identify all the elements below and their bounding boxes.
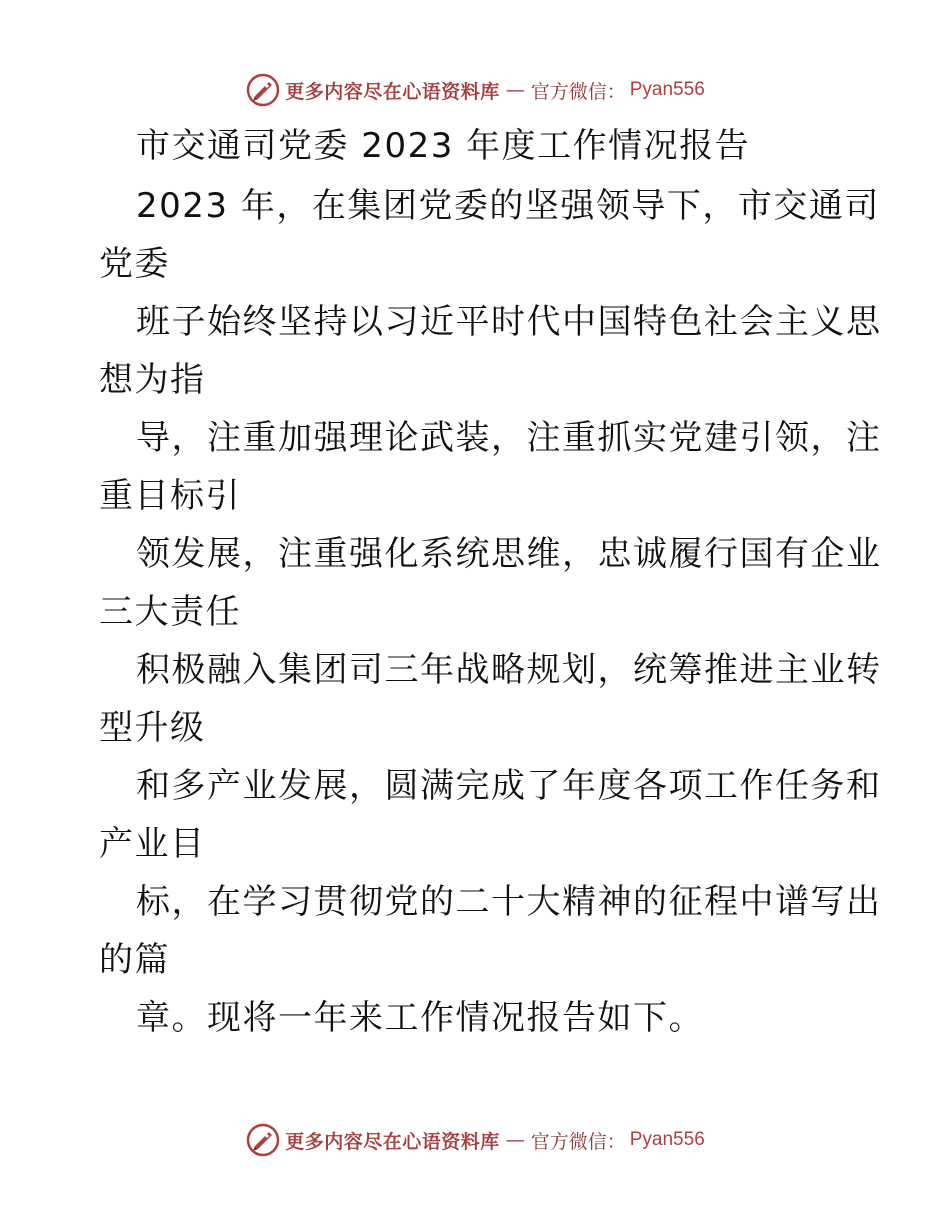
watermark-dash: — <box>505 1129 525 1151</box>
body-line: 班子始终坚持以习近平时代中国特色社会主义思 <box>136 302 882 342</box>
watermark-sub-text: 官方微信： <box>530 80 626 103</box>
watermark-sub-text: 官方微信： <box>530 1130 626 1153</box>
body-line: 章。现将一年来工作情况报告如下。 <box>136 998 704 1038</box>
body-line: 和多产业发展，圆满完成了年度各项工作任务和 <box>136 766 882 806</box>
watermark-wechat-id: Pyan556 <box>629 79 705 100</box>
watermark-dash: — <box>505 79 525 101</box>
body-line: 领发展，注重强化系统思维，忠诚履行国有企业 <box>136 534 882 574</box>
pen-logo-icon <box>245 72 281 108</box>
watermark-banner-top <box>0 70 950 110</box>
body-line: 三大责任 <box>99 592 241 632</box>
watermark-wechat-id: Pyan556 <box>629 1129 705 1150</box>
pen-logo-icon <box>245 1122 281 1158</box>
body-line: 积极融入集团司三年战略规划，统筹推进主业转 <box>136 650 882 690</box>
body-line: 标，在学习贯彻党的二十大精神的征程中谱写出 <box>136 882 882 922</box>
body-line: 重目标引 <box>99 476 241 516</box>
body-line: 产业目 <box>99 824 206 864</box>
document-title: 市交通司党委 2023 年度工作情况报告 <box>136 126 751 166</box>
watermark-main-text: 更多内容尽在心语资料库 <box>285 1130 500 1153</box>
body-line: 型升级 <box>99 708 206 748</box>
watermark-banner-bottom <box>0 1120 950 1160</box>
body-line: 导，注重加强理论武装，注重抓实党建引领，注 <box>136 418 882 458</box>
watermark-main-text: 更多内容尽在心语资料库 <box>285 80 500 103</box>
body-line: 的篇 <box>99 940 170 980</box>
body-line: 2023 年，在集团党委的坚强领导下，市交通司 <box>136 186 880 226</box>
body-line: 党委 <box>99 244 170 284</box>
body-line: 想为指 <box>99 360 206 400</box>
